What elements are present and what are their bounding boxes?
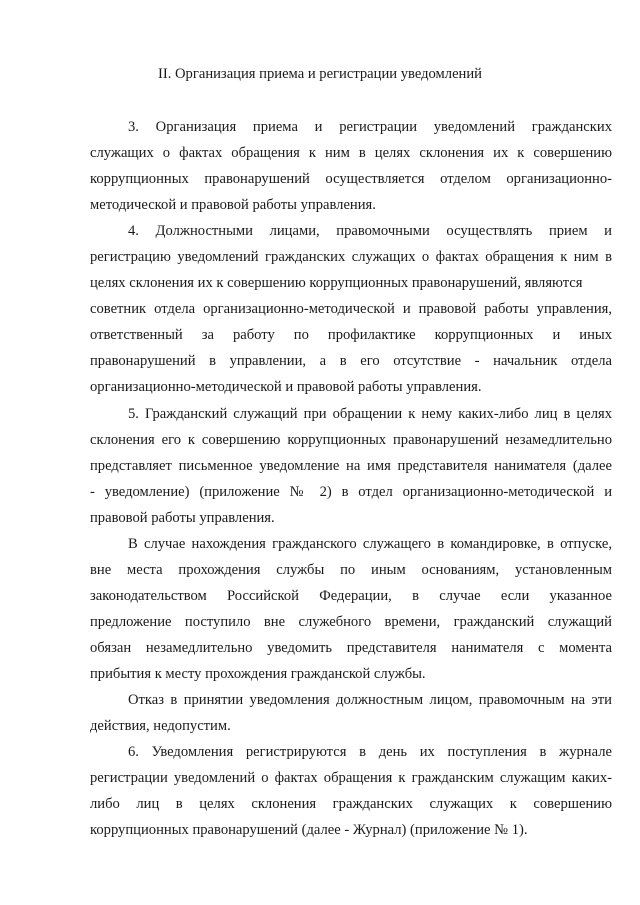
text-line: Отказ в принятии уведомления должностным лицом, правомочным на эти [128, 692, 612, 708]
text-line: обязан незамедлительно уведомить представителя нанимателя с момента [90, 640, 612, 656]
text-line: коррупционных правонарушений (далее - Журнал) (приложение № 1). [90, 822, 528, 838]
text-line: ответственный за работу по профилактике коррупционных и иных [90, 327, 612, 343]
text-line: действия, недопустим. [90, 718, 231, 734]
text-line: 3. Организация приема и регистрации уведомлений гражданских [128, 119, 612, 135]
text-line: регистрации уведомлений о фактах обращения к гражданским служащим каких- [90, 770, 612, 786]
text-line: методической и правовой работы управления. [90, 197, 376, 213]
text-line: служащих о фактах обращения к ним в целях склонения их к совершению [90, 145, 612, 161]
text-line: - уведомление) (приложение № 2) в отдел организационно-методической и [90, 484, 612, 500]
text-line: организационно-методической и правовой работы управления. [90, 379, 482, 395]
text-line: В случае нахождения гражданского служащего в командировке, в отпуске, [128, 536, 612, 552]
text-line: представляет письменное уведомление на имя представителя нанимателя (далее [90, 458, 612, 474]
section-heading: II. Организация приема и регистрации уведомлений [158, 66, 482, 82]
text-line: целях склонения их к совершению коррупционных правонарушений, являются [90, 275, 583, 291]
text-line: вне места прохождения службы по иным основаниям, установленным [90, 562, 612, 578]
text-line: 4. Должностными лицами, правомочными осуществлять прием и [128, 223, 612, 239]
text-line: прибытия к месту прохождения гражданской службы. [90, 666, 426, 682]
text-line: регистрацию уведомлений гражданских служащих о фактах обращения к ним в [90, 249, 612, 265]
text-line: склонения его к совершению коррупционных правонарушений незамедлительно [90, 432, 612, 448]
text-line: правовой работы управления. [90, 510, 275, 526]
text-line: законодательством Российской Федерации, в случае если указанное [90, 588, 612, 604]
text-line: коррупционных правонарушений осуществляется отделом организационно- [90, 171, 612, 187]
text-line: 5. Гражданский служащий при обращении к нему каких-либо лиц в целях [128, 406, 612, 422]
text-line: предложение поступило вне служебного времени, гражданский служащий [90, 614, 612, 630]
text-line: либо лиц в целях склонения гражданских служащих к совершению [90, 796, 612, 812]
text-line: 6. Уведомления регистрируются в день их поступления в журнале [128, 744, 612, 760]
text-line: советник отдела организационно-методической и правовой работы управления, [90, 301, 612, 317]
text-line: правонарушений в управлении, а в его отсутствие - начальник отдела [90, 353, 612, 369]
